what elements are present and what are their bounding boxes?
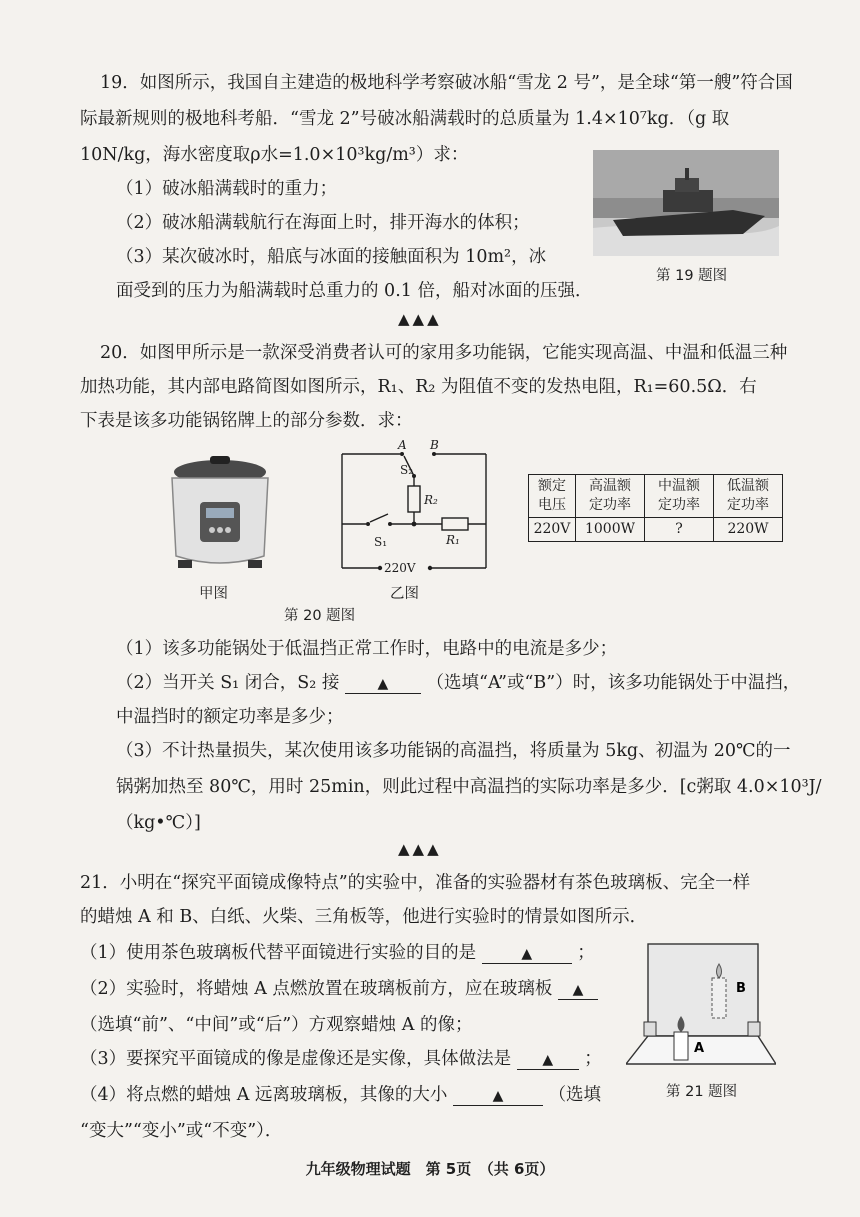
q20-item1: （1）该多功能锅处于低温挡正常工作时，电路中的电流是多少； — [116, 639, 618, 659]
table-cell: 220W — [714, 518, 783, 542]
q19-line1: 19．如图所示，我国自主建造的极地科学考察破冰船“雪龙 2 号”，是全球“第一艘”符合国 — [100, 73, 793, 93]
q21-item3: （3）要探究平面镜成的像是虚像还是实像，具体做法是 ▲ ； — [80, 1049, 602, 1069]
cooker-photo — [160, 452, 280, 576]
table-cell: 1000W — [576, 518, 645, 542]
table-cell: ? — [645, 518, 714, 542]
q21-item2: （2）实验时，将蜡烛 A 点燃放置在玻璃板前方，应在玻璃板 ▲ — [80, 978, 598, 1000]
circuit-label-voltage: 220V — [384, 561, 416, 575]
q19-item3a: （3）某次破冰时，船底与冰面的接触面积为 10m²，冰 — [116, 247, 547, 267]
circuit-label-b: B — [430, 438, 439, 452]
q21-blank-2[interactable]: ▲ — [558, 981, 598, 1000]
q21-caption: 第 21 题图 — [666, 1084, 738, 1100]
q21-item1: （1）使用茶色玻璃板代替平面镜进行实验的目的是 ▲ ； — [80, 943, 595, 963]
q20-item3b: 锅粥加热至 80℃，用时 25min，则此过程中高温挡的实际功率是多少．[c粥取 4.0×10³J/ — [116, 777, 822, 797]
circuit-label-r1: R₁ — [446, 533, 460, 547]
candle-b-label: B — [736, 981, 746, 996]
q20-item3c: （kg•℃）] — [116, 813, 201, 833]
q20-item2a: （2）当开关 S₁ 闭合，S₂ 接 ▲ （选填“A”或“B”）时，该多功能锅处于中温挡， — [116, 673, 801, 693]
table-header-cell: 高温额 定功率 — [576, 475, 645, 518]
table-header-cell: 低温额 定功率 — [714, 475, 783, 518]
table-header-cell: 中温额 定功率 — [645, 475, 714, 518]
q21-line2: 的蜡烛 A 和 B、白纸、火柴、三角板等，他进行实验时的情景如图所示． — [80, 907, 648, 927]
q19-item1: （1）破冰船满载时的重力； — [116, 179, 338, 199]
q19-line2: 际最新规则的极地科考船．“雪龙 2”号破冰船满载时的总质量为 1.4×10⁷kg．（g 取 — [80, 109, 730, 129]
circuit-label-s1: S₁ — [374, 535, 388, 549]
candle-a-label: A — [694, 1041, 705, 1056]
q21-item4: （4）将点燃的蜡烛 A 远离玻璃板，其像的大小 ▲ （选填 — [80, 1085, 602, 1105]
q20-line1: 20．如图甲所示是一款深受消费者认可的家用多功能锅，它能实现高温、中温和低温三种 — [100, 343, 788, 363]
q21-blank-3[interactable]: ▲ — [517, 1051, 579, 1070]
table-row — [529, 475, 783, 518]
q20-caption: 第 20 题图 — [284, 608, 356, 624]
circuit-label-s2: S₂ — [400, 463, 414, 477]
q21-blank-1[interactable]: ▲ — [482, 945, 572, 964]
separator-2: ▲▲▲ — [398, 840, 442, 858]
q19-item2: （2）破冰船满载航行在海面上时，排开海水的体积； — [116, 213, 530, 233]
mirror-experiment-figure — [626, 940, 776, 1072]
q21-blank-4[interactable]: ▲ — [453, 1087, 543, 1106]
circuit-diagram — [322, 436, 492, 584]
table-cell: 220V — [529, 518, 576, 542]
q19-caption: 第 19 题图 — [656, 268, 728, 284]
separator-1: ▲▲▲ — [398, 310, 442, 328]
q19-item3b: 面受到的压力为船满载时总重力的 0.1 倍，船对冰面的压强． — [116, 281, 593, 301]
circuit-label-r2: R₂ — [424, 493, 438, 507]
table-row — [529, 518, 783, 542]
fig-yi-label: 乙图 — [390, 586, 419, 602]
q20-item3a: （3）不计热量损失，某次使用该多功能锅的高温挡，将质量为 5kg、初温为 20℃的一 — [116, 741, 791, 761]
table-header-cell: 额定 电压 — [529, 475, 576, 518]
page-footer: 九年级物理试题 第 5页 （共 6页） — [305, 1160, 555, 1178]
q21-item4b: “变大”“变小”或“不变”）． — [80, 1121, 283, 1141]
q20-line3: 下表是该多功能锅铭牌上的部分参数．求： — [80, 411, 413, 431]
q21-item2b: （选填“前”、“中间”或“后”）方观察蜡烛 A 的像； — [80, 1015, 473, 1035]
q20-blank[interactable]: ▲ — [345, 675, 421, 694]
nameplate-table — [528, 474, 783, 542]
circuit-label-a: A — [398, 438, 407, 452]
icebreaker-photo — [593, 150, 779, 256]
q19-line3: 10N/kg，海水密度取ρ水=1.0×10³kg/m³）求： — [80, 145, 469, 165]
q20-line2: 加热功能，其内部电路简图如图所示，R₁、R₂ 为阻值不变的发热电阻，R₁=60.5Ω．右 — [80, 377, 757, 397]
fig-jia-label: 甲图 — [199, 586, 228, 602]
q20-item2b: 中温挡时的额定功率是多少； — [116, 707, 344, 727]
q21-line1: 21．小明在“探究平面镜成像特点”的实验中，准备的实验器材有茶色玻璃板、完全一样 — [80, 873, 751, 893]
